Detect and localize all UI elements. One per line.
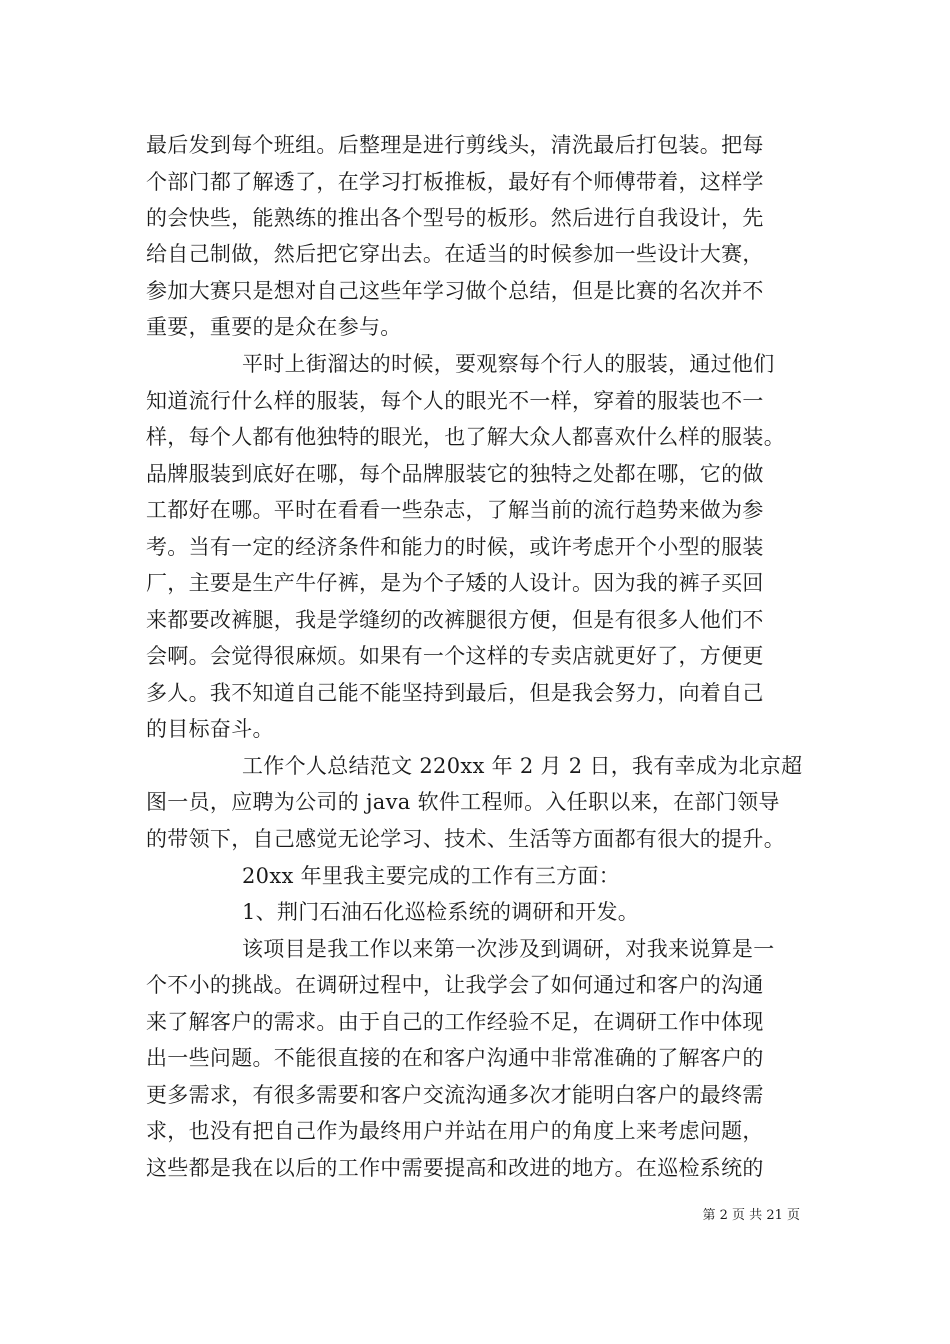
text-line: 来都要改裤腿，我是学缝纫的改裤腿很方便，但是有很多人他们不	[146, 608, 764, 632]
text-line: 最后发到每个班组。后整理是进行剪线头，清洗最后打包装。把每	[146, 133, 764, 157]
text-line: 多人。我不知道自己能不能坚持到最后，但是我会努力，向着自己	[146, 681, 764, 705]
text-line: 这些都是我在以后的工作中需要提高和改进的地方。在巡检系统的	[146, 1156, 764, 1180]
text-line: 求，也没有把自己作为最终用户并站在用户的角度上来考虑问题，	[146, 1119, 764, 1143]
text-line: 工都好在哪。平时在看看一些杂志，了解当前的流行趋势来做为参	[146, 498, 764, 522]
text-line: 重要，重要的是众在参与。	[146, 315, 402, 339]
text-line: 品牌服装到底好在哪，每个品牌服装它的独特之处都在哪，它的做	[146, 462, 764, 486]
text-line: 图一员，应聘为公司的 java 软件工程师。入任职以来，在部门领导	[146, 790, 780, 814]
text-line: 会啊。会觉得很麻烦。如果有一个这样的专卖店就更好了，方便更	[146, 644, 764, 668]
text-line: 工作个人总结范文 220xx 年 2 月 2 日，我有幸成为北京超	[242, 754, 803, 778]
page-number-footer: 第 2 页 共 21 页	[702, 1208, 800, 1223]
text-line: 个部门都了解透了，在学习打板推板，最好有个师傅带着，这样学	[146, 170, 764, 194]
text-line: 个不小的挑战。在调研过程中，让我学会了如何通过和客户的沟通	[146, 973, 764, 997]
text-line: 该项目是我工作以来第一次涉及到调研，对我来说算是一	[242, 937, 775, 961]
text-line: 考。当有一定的经济条件和能力的时候，或许考虑开个小型的服装	[146, 535, 764, 559]
text-line: 出一些问题。不能很直接的在和客户沟通中非常准确的了解客户的	[146, 1046, 764, 1070]
text-line: 更多需求，有很多需要和客户交流沟通多次才能明白客户的最终需	[146, 1083, 764, 1107]
text-line: 的目标奋斗。	[146, 717, 274, 741]
text-line: 样，每个人都有他独特的眼光，也了解大众人都喜欢什么样的服装。	[146, 425, 785, 449]
text-line: 的带领下，自己感觉无论学习、技术、生活等方面都有很大的提升。	[146, 827, 785, 851]
text-line: 20xx 年里我主要完成的工作有三方面：	[242, 864, 621, 888]
text-line: 给自己制做，然后把它穿出去。在适当的时候参加一些设计大赛，	[146, 242, 764, 266]
text-line: 1、荆门石油石化巡检系统的调研和开发。	[242, 900, 640, 924]
text-line: 参加大赛只是想对自己这些年学习做个总结，但是比赛的名次并不	[146, 279, 764, 303]
text-line: 平时上街溜达的时候，要观察每个行人的服装，通过他们	[242, 352, 775, 376]
text-line: 厂，主要是生产牛仔裤，是为个子矮的人设计。因为我的裤子买回	[146, 571, 764, 595]
text-line: 来了解客户的需求。由于自己的工作经验不足，在调研工作中体现	[146, 1010, 764, 1034]
text-line: 的会快些，能熟练的推出各个型号的板形。然后进行自我设计，先	[146, 206, 764, 230]
text-line: 知道流行什么样的服装，每个人的眼光不一样，穿着的服装也不一	[146, 389, 764, 413]
